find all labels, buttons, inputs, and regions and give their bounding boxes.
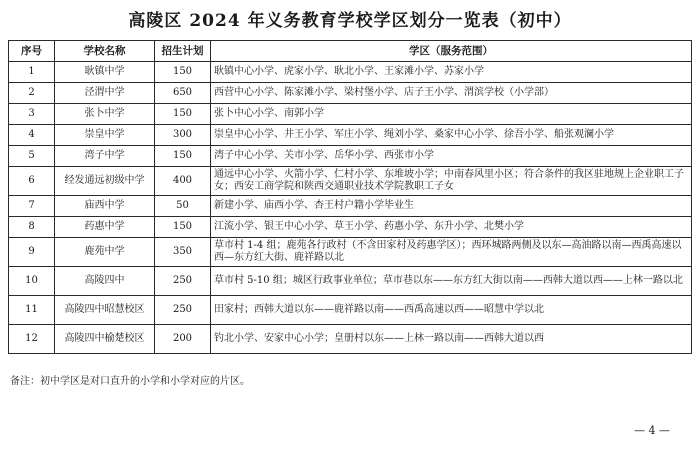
table-row [9, 83, 692, 104]
school-name: 经发通远初级中学 [55, 167, 155, 196]
row-number: 11 [9, 296, 55, 325]
district-area: 崇皇中心小学、井王小学、军庄小学、绳刘小学、桑家中心小学、徐吾小学、船张观澜小学 [211, 125, 692, 146]
table-row [9, 296, 692, 325]
school-name: 耿镇中学 [55, 62, 155, 83]
row-number: 2 [9, 83, 55, 104]
row-number: 12 [9, 325, 55, 354]
school-name: 泾渭中学 [55, 83, 155, 104]
header-school: 学校名称 [55, 41, 155, 62]
row-number: 7 [9, 196, 55, 217]
table-row [9, 167, 692, 196]
district-area: 草市村 5-10 组；城区行政事业单位；草市巷以东——东方红大街以南——西韩大道以西——上林一路以北 [211, 267, 692, 296]
table-note: 备注：初中学区是对口直升的小学和小学对应的片区。 [10, 376, 250, 387]
table-row [9, 217, 692, 238]
district-area: 张卜中心小学、南郭小学 [211, 104, 692, 125]
district-area: 田家村；西韩大道以东——鹿祥路以南——西禹高速以西——昭慧中学以北 [211, 296, 692, 325]
row-number: 10 [9, 267, 55, 296]
district-area: 草市村 1-4 组；鹿苑各行政村（不含田家村及药惠学区）；西环城路两侧及以东—高油路以南—西禹高速以西—东方红大街、鹿祥路以北 [211, 238, 692, 267]
header-area: 学区（服务范围） [211, 41, 692, 62]
school-name: 湾子中学 [55, 146, 155, 167]
row-number: 9 [9, 238, 55, 267]
header-size: 招生计划 [155, 41, 211, 62]
school-name: 张卜中学 [55, 104, 155, 125]
enrollment-plan: 150 [155, 62, 211, 83]
enrollment-plan: 150 [155, 104, 211, 125]
enrollment-plan: 150 [155, 217, 211, 238]
school-name: 庙西中学 [55, 196, 155, 217]
district-area: 江流小学、银王中心小学、草王小学、药惠小学、东升小学、北樊小学 [211, 217, 692, 238]
enrollment-plan: 300 [155, 125, 211, 146]
school-name: 高陵四中昭慧校区 [55, 296, 155, 325]
row-number: 8 [9, 217, 55, 238]
table-row [9, 267, 692, 296]
row-number: 4 [9, 125, 55, 146]
table-row [9, 146, 692, 167]
school-name: 鹿苑中学 [55, 238, 155, 267]
table-row [9, 62, 692, 83]
document-title: 高陵区 2024 年义务教育学校学区划分一览表（初中） [128, 11, 572, 31]
district-area: 钓北小学、安家中心小学；皇册村以东——上林一路以南——西韩大道以西 [211, 325, 692, 354]
enrollment-plan: 400 [155, 167, 211, 196]
enrollment-plan: 250 [155, 296, 211, 325]
school-district-table [8, 40, 692, 354]
page-number: — 4 — [634, 424, 670, 437]
enrollment-plan: 150 [155, 146, 211, 167]
row-number: 6 [9, 167, 55, 196]
table-row [9, 196, 692, 217]
enrollment-plan: 650 [155, 83, 211, 104]
school-name: 崇皇中学 [55, 125, 155, 146]
table-row [9, 325, 692, 354]
district-area: 耿镇中心小学、虎家小学、耿北小学、王家滩小学、苏家小学 [211, 62, 692, 83]
row-number: 1 [9, 62, 55, 83]
district-area: 通远中心小学、火箭小学、仁村小学、东堆坡小学；中南春风里小区；符合条件的我区驻地规上企业职工子女；西安工商学院和陕西交通职业技术学院教职工子女 [211, 167, 692, 196]
table-header-row [9, 41, 692, 62]
school-name: 高陵四中 [55, 267, 155, 296]
header-no: 序号 [9, 41, 55, 62]
district-area: 湾子中心小学、关市小学、岳华小学、西张市小学 [211, 146, 692, 167]
enrollment-plan: 200 [155, 325, 211, 354]
table-row [9, 238, 692, 267]
district-area: 西营中心小学、陈家滩小学、梁村堡小学、店子王小学、渭滨学校（小学部） [211, 83, 692, 104]
enrollment-plan: 350 [155, 238, 211, 267]
district-area: 新建小学、庙西小学、杏王村户籍小学毕业生 [211, 196, 692, 217]
school-name: 药惠中学 [55, 217, 155, 238]
row-number: 3 [9, 104, 55, 125]
table-row [9, 125, 692, 146]
enrollment-plan: 50 [155, 196, 211, 217]
enrollment-plan: 250 [155, 267, 211, 296]
table-row [9, 104, 692, 125]
school-name: 高陵四中榆楚校区 [55, 325, 155, 354]
row-number: 5 [9, 146, 55, 167]
